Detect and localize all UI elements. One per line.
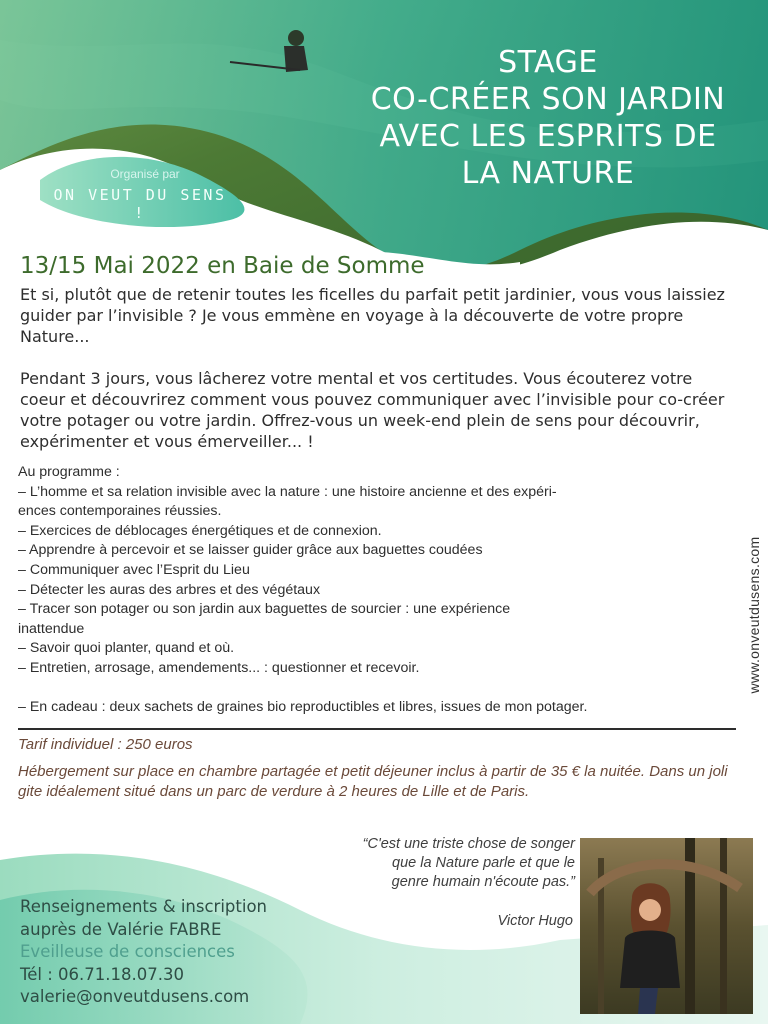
program-heading: Au programme : <box>18 464 120 480</box>
program-list <box>18 463 740 718</box>
program-item: – Exercices de déblocages énergétiques et de connexion. <box>18 522 382 539</box>
program-item: – Communiquer avec l’Esprit du Lieu <box>18 561 250 578</box>
victor-hugo-quote <box>300 835 575 892</box>
organizer-name: ON VEUT DU SENS ! <box>53 186 227 222</box>
contact-phone[interactable]: Tél : 06.71.18.07.30 <box>20 964 185 984</box>
accommodation-info: Hébergement sur place en chambre partagée et petit déjeuner inclus à partir de 35 € la nuitée. Dans un joli gite idéalement situé dans un parc de verdure à 2 heures de Lille et de Paris. <box>18 763 728 800</box>
quote-author: Victor Hugo <box>497 913 573 929</box>
program-spacer <box>18 679 740 699</box>
title-line: LA NATURE <box>461 156 635 191</box>
stage-title <box>348 44 748 192</box>
program-item: – Détecter les auras des arbres et des végétaux <box>18 581 321 598</box>
website-url-vertical[interactable] <box>744 520 764 710</box>
title-line: CO-CRÉER SON JARDIN <box>370 82 726 117</box>
program-item: – L’homme et sa relation invisible avec la nature : une histoire ancienne et des expéri- <box>18 483 557 500</box>
program-item: – Entretien, arrosage, amendements... : questionner et recevoir. <box>18 659 420 676</box>
title-line: AVEC LES ESPRITS DE <box>379 119 717 154</box>
program-item: – Apprendre à percevoir et se laisser guider grâce aux baguettes coudées <box>18 542 483 559</box>
contact-role: Eveilleuse de consciences <box>20 942 235 961</box>
title-line: STAGE <box>498 45 598 80</box>
contact-email[interactable]: valerie@onveutdusens.com <box>20 987 250 1006</box>
event-date-heading: 13/15 Mai 2022 en Baie de Somme <box>20 253 425 279</box>
contact-line: Renseignements & inscription <box>20 897 268 916</box>
intro-paragraph: Pendant 3 jours, vous lâcherez votre mental et vos certitudes. Vous écouterez votre coeur et découvrirez comment vous pouvez communiquer avec l’invisible pour co-créer votre potager ou votre jardin. Offrez-vous un week-end plein de sens pour découvrir, expérimenter et vous émerveiller... ! <box>20 369 725 451</box>
program-gift: – En cadeau : deux sachets de graines bio reproductibles et libres, issues de mon potager. <box>18 699 588 716</box>
program-item: – Tracer son potager ou son jardin aux baguettes de sourcier : une expérience <box>18 601 511 618</box>
quote-line: genre humain n'écoute pas.” <box>391 874 575 890</box>
organized-by-label: Organisé par <box>110 167 180 181</box>
intro-paragraph: Et si, plutôt que de retenir toutes les ficelles du parfait petit jardinier, vous vous laissiez guider par l’invisible ? Je vous emmène en voyage à la découverte de votre propre Nature... <box>20 285 725 346</box>
portrait-photo <box>580 838 753 1014</box>
quote-line: que la Nature parle et que le <box>392 855 575 871</box>
intro-text <box>20 284 740 473</box>
program-item: inattendue <box>18 620 85 637</box>
program-item: – Savoir quoi planter, quand et où. <box>18 640 235 657</box>
contact-line: auprès de Valérie FABRE <box>20 919 222 939</box>
price-tarif: Tarif individuel : 250 euros <box>18 736 193 753</box>
program-item: ences contemporaines réussies. <box>18 503 222 520</box>
quote-line: “C'est une triste chose de songer <box>362 836 575 852</box>
section-divider <box>18 728 736 730</box>
contact-block <box>20 896 320 1009</box>
website-url-text[interactable]: www.onveutdusens.com <box>746 536 762 694</box>
